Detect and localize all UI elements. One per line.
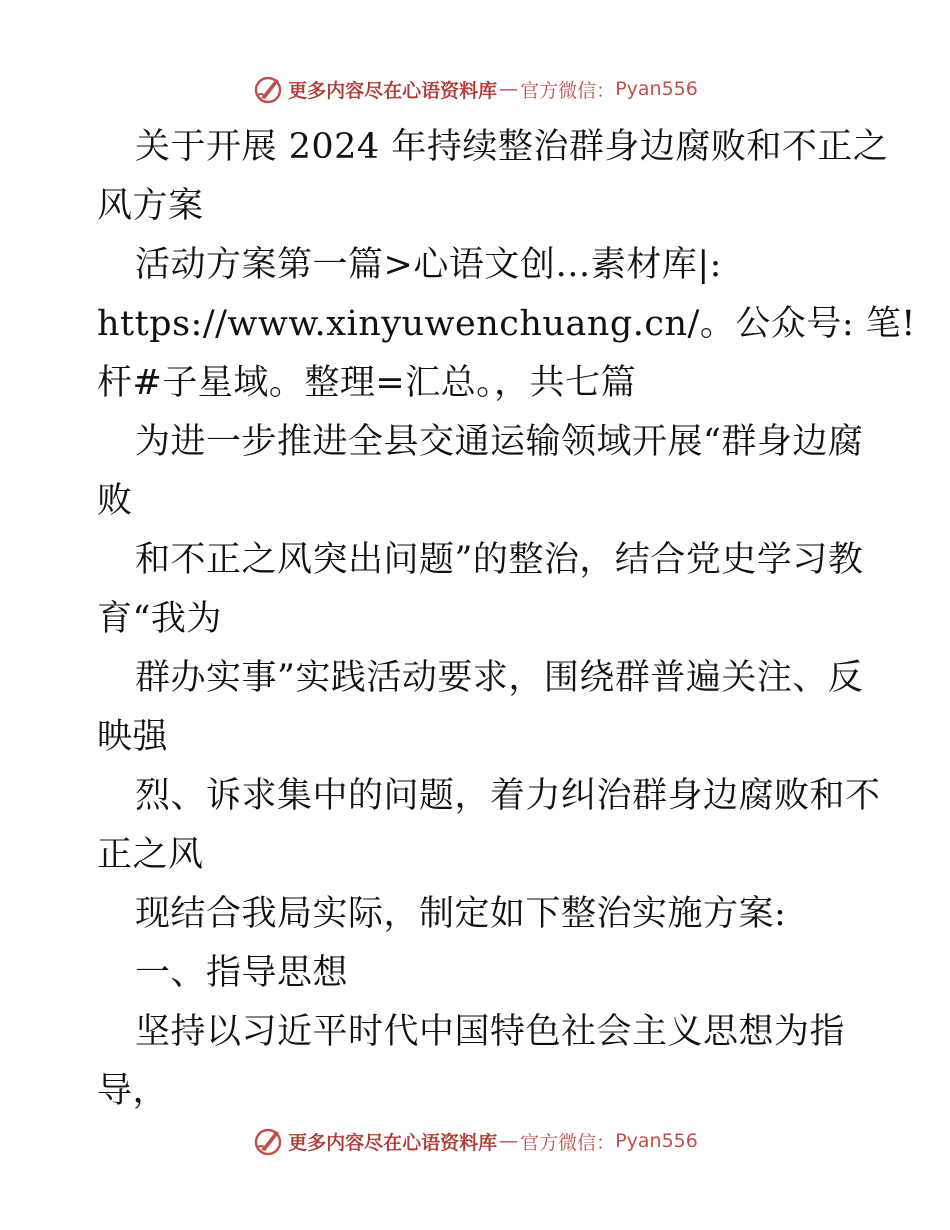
banner-separator: — xyxy=(499,78,519,100)
footer-watermark-banner xyxy=(0,1124,950,1158)
section-heading: 一、指导思想 xyxy=(135,953,349,993)
banner-wechat-id: Pyan556 xyxy=(615,1130,698,1152)
doc-text-line: 现结合我局实际，制定如下整治实施方案: xyxy=(135,894,787,934)
banner-site-text: 更多内容尽在心语资料库 xyxy=(288,79,498,102)
banner-site-text: 更多内容尽在心语资料库 xyxy=(288,1131,498,1154)
doc-title-line-1: 关于开展 2024 年持续整治群身边腐败和不正之 xyxy=(135,127,889,167)
banner-wechat-label: 官方微信： xyxy=(520,79,616,102)
banner-wechat-label: 官方微信： xyxy=(520,1131,616,1154)
doc-text-line: 导， xyxy=(97,1071,169,1111)
doc-text-line: 育“我为 xyxy=(97,599,222,639)
quill-pen-logo-icon xyxy=(252,1125,284,1157)
banner-wechat-id: Pyan556 xyxy=(615,78,698,100)
doc-text-line: 坚持以习近平时代中国特色社会主义思想为指 xyxy=(135,1012,846,1052)
doc-text-line: 正之风 xyxy=(97,835,204,875)
doc-text-line: 群办实事”实践活动要求，围绕群普遍关注、反 xyxy=(135,658,864,698)
doc-text-line: 为进一步推进全县交通运输领域开展“群身边腐 xyxy=(135,422,864,462)
doc-title-line-2: 风方案 xyxy=(97,186,204,226)
doc-text-line: 烈、诉求集中的问题，着力纠治群身边腐败和不 xyxy=(135,776,881,816)
doc-text-line: 和不正之风突出问题”的整治，结合党史学习教 xyxy=(135,540,864,580)
doc-text-line: 活动方案第一篇>心语文创…素材库|: xyxy=(135,245,722,285)
doc-text-line: https://www.xinyuwenchuang.cn/。公众号: 笔! xyxy=(97,304,916,344)
document-body xyxy=(97,118,916,1121)
quill-pen-logo-icon xyxy=(252,73,284,105)
doc-text-line: 败 xyxy=(97,481,133,521)
banner-separator: — xyxy=(499,1130,519,1152)
doc-text-line: 杆#子星域。整理=汇总。，共七篇 xyxy=(97,363,637,403)
doc-text-line: 映强 xyxy=(97,717,169,757)
header-watermark-banner xyxy=(0,72,950,106)
